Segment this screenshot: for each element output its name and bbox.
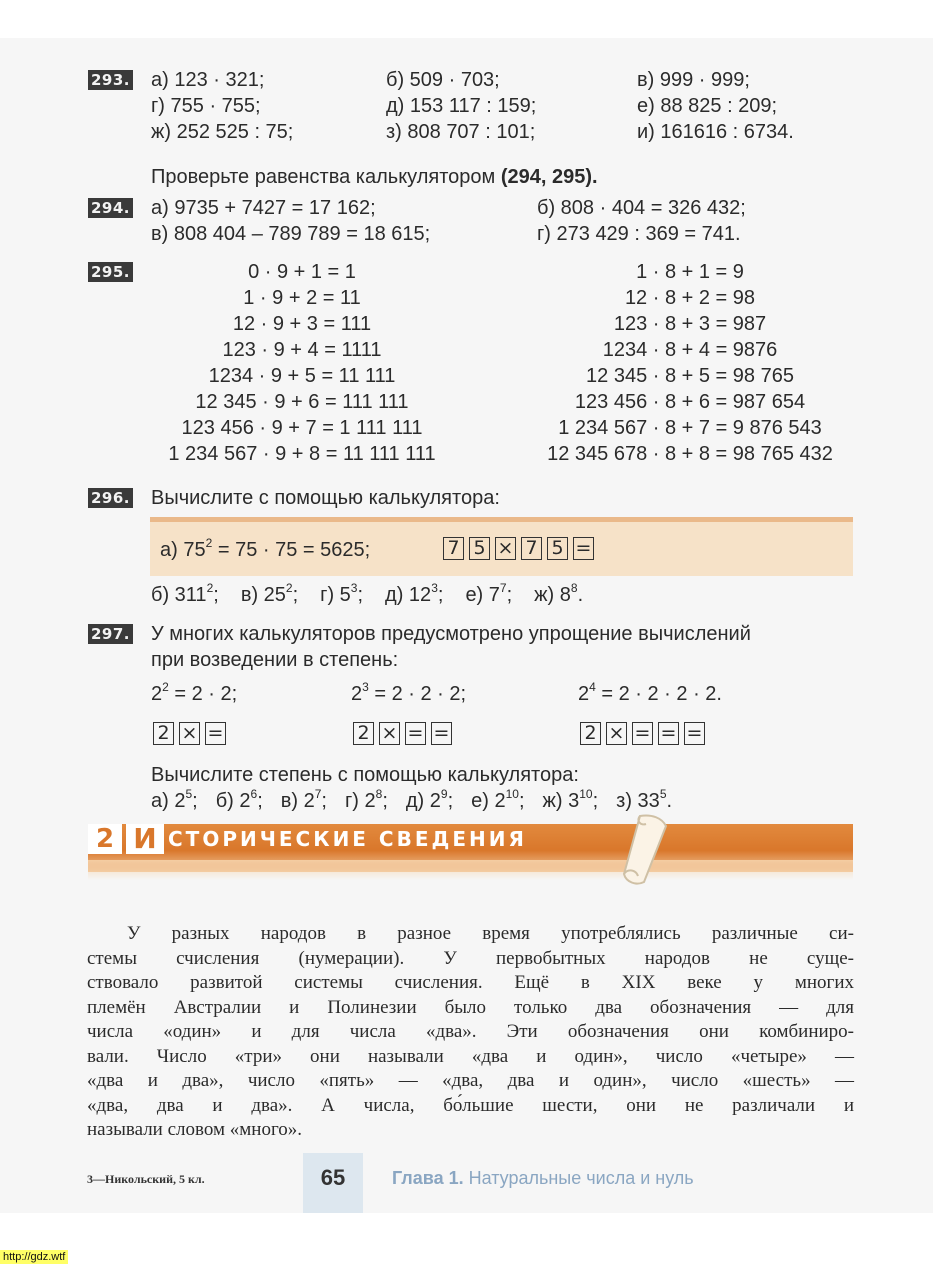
ex295-equation-left: 1 · 9 + 2 = 11 <box>243 287 361 309</box>
calculator-key: × <box>379 722 400 745</box>
history-line: называли словом «много». <box>87 1119 303 1140</box>
scroll-icon <box>600 810 680 890</box>
section-initial: И <box>126 824 164 854</box>
ex295-equation-left: 123 · 9 + 4 = 1111 <box>222 339 382 361</box>
ex297-task-exponent: 10 <box>505 787 519 802</box>
ex297-line2: при возведении в степень: <box>151 649 399 671</box>
ex296-task-text: д) 12 <box>385 584 432 606</box>
ex297-task <box>542 787 599 812</box>
ex296-task <box>385 581 444 606</box>
ex293-item: д) 153 117 : 159; <box>386 95 537 117</box>
ex297-task <box>616 787 673 812</box>
ex296-task-exponent: 7 <box>499 581 507 596</box>
ex297-task-text: в) 2 <box>280 790 315 812</box>
ex297-task-end: ; <box>257 790 263 812</box>
exercise-number-297: 297. <box>88 624 133 644</box>
ex297-task-text: ж) 3 <box>542 790 580 812</box>
ex297-expansion: = 2 · 2; <box>168 683 238 705</box>
ex296-example: а) $75^2 = 75 \cdot 75 = 5625$; <box>160 536 371 561</box>
calculator-key: = <box>684 722 705 745</box>
calculator-key: 7 <box>443 537 464 560</box>
ex295-equation-left: 12 · 9 + 3 = 111 <box>232 313 372 335</box>
ex296-task-end: ; <box>213 584 219 606</box>
ex293-item: в) 999 · 999; <box>637 69 750 91</box>
ex295-equation-right: 123 · 8 + 3 = 987 <box>613 313 767 335</box>
ex297-task-exponent: 5 <box>185 787 193 802</box>
ex297-task-text: д) 2 <box>405 790 441 812</box>
chapter-title: Глава 1. Натуральные числа и нуль <box>392 1168 694 1188</box>
ex296-task-end: ; <box>357 584 364 606</box>
ex297-task <box>151 787 198 812</box>
ex296-task-text: ж) 8 <box>534 584 571 606</box>
ex296-task-end: ; <box>506 584 513 606</box>
calculator-key-sequence <box>353 722 452 745</box>
ex295-equation-left: 0 · 9 + 1 = 1 <box>248 261 356 283</box>
history-line: вали. Число «три» они называли «два и один», число «четыре» — <box>87 1045 854 1067</box>
history-line: числа «один» и для числа «два». Эти обозначения они комбиниро- <box>87 1021 854 1042</box>
ex297-task-end: ; <box>192 790 198 812</box>
ex297-base: 2 <box>151 683 163 705</box>
calculator-key: 2 <box>580 722 601 745</box>
ex294-item: а) 9735 + 7427 = 17 162; <box>151 197 376 219</box>
check-instruction <box>151 165 598 189</box>
ex296-task <box>240 581 299 606</box>
ex297-task <box>215 787 263 812</box>
ex296-task-exponent: 3 <box>350 581 358 596</box>
ex297-exponent: 3 <box>362 680 369 695</box>
ex295-equation-right: 1234 · 8 + 4 = 9876 <box>602 339 778 361</box>
ex296-task-exponent: 2 <box>206 581 214 596</box>
ex297-task-text: г) 2 <box>344 790 376 812</box>
ex296-task-exponent: 2 <box>285 581 293 596</box>
ex296-task-end: ; <box>437 584 444 606</box>
calculator-key: = <box>431 722 452 745</box>
ex297-task-end: ; <box>518 790 525 812</box>
ex293-item: г) 755 · 755; <box>151 95 261 117</box>
check-text: Проверьте равенства калькулятором <box>151 166 501 188</box>
ex295-equation-left: 123 456 · 9 + 7 = 1 111 111 <box>181 417 423 439</box>
calculator-key: = <box>205 722 226 745</box>
ex296-task <box>151 581 219 606</box>
calculator-key: × <box>179 722 200 745</box>
ex297-task-text: б) 2 <box>215 790 251 812</box>
ex297-example <box>351 682 466 706</box>
calculator-key: = <box>405 722 426 745</box>
ex297-task-exponent: 7 <box>314 787 322 802</box>
ex296-task-exponent: 3 <box>431 581 438 596</box>
calculator-key: × <box>606 722 627 745</box>
ex297-expansion: = 2 · 2 · 2; <box>368 683 467 705</box>
ex297-exponent: 4 <box>589 680 596 695</box>
ex296-task <box>320 581 364 606</box>
ex297-task-end: ; <box>321 790 327 812</box>
ex297-task <box>471 787 525 812</box>
ex293-item: и) 161616 : 6734. <box>637 121 794 143</box>
calculator-key: = <box>573 537 594 560</box>
ex293-item: з) 808 707 : 101; <box>386 121 536 143</box>
calculator-key: 5 <box>547 537 568 560</box>
ex297-expansion: = 2 · 2 · 2 · 2. <box>595 683 722 705</box>
calculator-key: 2 <box>353 722 374 745</box>
ex297-example <box>151 682 237 706</box>
ex296-tasks <box>151 583 605 607</box>
ex295-equation-left: 12 345 · 9 + 6 = 111 111 <box>195 391 409 413</box>
ex296-task <box>534 581 584 606</box>
ex295-equation-right: 12 345 678 · 8 + 8 = 98 765 432 <box>547 443 833 465</box>
calculator-key: 5 <box>469 537 490 560</box>
ex297-base: 2 <box>578 683 590 705</box>
calculator-key-sequence <box>443 537 594 560</box>
ex297-task-end: ; <box>382 790 388 812</box>
ex295-equation-left: 1 234 567 · 9 + 8 = 11 111 111 <box>168 443 436 465</box>
ex295-equation-right: 123 456 · 8 + 6 = 987 654 <box>574 391 806 413</box>
history-banner-fade <box>88 860 853 880</box>
ex296-task-text: б) 311 <box>151 584 207 606</box>
watermark-link[interactable]: http://gdz.wtf <box>0 1250 68 1264</box>
ex297-task <box>280 787 327 812</box>
history-line: «два, два и два». А числа, бо́льшие шести, они не различали и <box>87 1094 854 1116</box>
ex296-task-text: в) 25 <box>240 584 286 606</box>
section-number: 2 <box>88 824 122 854</box>
ex297-task-exponent: 6 <box>250 787 258 802</box>
ex296-task-text: г) 5 <box>320 584 351 606</box>
ex297-exponent: 2 <box>162 680 169 695</box>
history-line: У разных народов в разное время употреблялись различные си- <box>127 923 854 944</box>
ex295-equation-right: 1 234 567 · 8 + 7 = 9 876 543 <box>558 417 822 439</box>
ex293-item: ж) 252 525 : 75; <box>151 121 294 143</box>
ex295-equation-right: 1 · 8 + 1 = 9 <box>636 261 744 283</box>
footer-signature: 3—Никольский, 5 кл. <box>87 1172 205 1186</box>
ex297-task-text: е) 2 <box>471 790 506 812</box>
calculator-key: 7 <box>521 537 542 560</box>
exercise-number-294: 294. <box>88 198 133 218</box>
ex297-base: 2 <box>351 683 363 705</box>
history-line: ствовало развитой системы счисления. Ещё в XIX веке у многих <box>87 972 854 993</box>
ex293-item: е) 88 825 : 209; <box>637 95 778 117</box>
ex294-item: г) 273 429 : 369 = 741. <box>537 223 741 245</box>
ex295-equation-right: 12 345 · 8 + 5 = 98 765 <box>586 365 794 387</box>
exercise-number-293: 293. <box>88 70 133 90</box>
ex293-item: а) 123 · 321; <box>151 69 265 91</box>
ex297-task-exponent: 10 <box>579 787 593 802</box>
calculator-key: × <box>495 537 516 560</box>
ex296-title: Вычислите с помощью калькулятора: <box>151 487 500 509</box>
ex297-example <box>578 682 722 706</box>
calculator-key-sequence <box>580 722 705 745</box>
ex295-equation-left: 1234 · 9 + 5 = 11 111 <box>208 365 396 387</box>
ex297-task <box>405 787 454 812</box>
ex296-task <box>465 581 513 606</box>
calculator-key-sequence <box>153 722 226 745</box>
history-line: племён Австралии и Полинезии было только два обозначения — для <box>87 996 854 1018</box>
exercise-number-296: 296. <box>88 488 133 508</box>
calculator-key: 2 <box>153 722 174 745</box>
ex296-task-exponent: 8 <box>570 581 578 596</box>
ex297-task-exponent: 9 <box>440 787 448 802</box>
exercise-number-295: 295. <box>88 262 133 282</box>
ex297-task-exponent: 8 <box>375 787 383 802</box>
ex297-task-end: . <box>666 790 673 812</box>
check-refs: (294, 295). <box>500 166 598 188</box>
ex297-task: Вычислите степень с помощью калькулятора: <box>151 764 579 786</box>
ex296-task-text: е) 7 <box>465 584 500 606</box>
ex295-equation-right: 12 · 8 + 2 = 98 <box>624 287 756 309</box>
calculator-key: = <box>658 722 679 745</box>
ex297-task <box>344 787 388 812</box>
ex297-task-end: ; <box>447 790 454 812</box>
ex297-task-text: з) 33 <box>616 790 660 812</box>
ex294-item: б) 808 · 404 = 326 432; <box>537 197 746 219</box>
section-title: СТОРИЧЕСКИЕ СВЕДЕНИЯ <box>168 827 527 851</box>
ex296-task-end: . <box>577 584 584 606</box>
history-line: стемы счисления (нумерации). У первобытных народов не суще- <box>87 947 854 969</box>
ex293-item: б) 509 · 703; <box>386 69 500 91</box>
ex296-task-end: ; <box>292 584 299 606</box>
page-number: 65 <box>303 1153 363 1213</box>
ex297-line1: У многих калькуляторов предусмотрено упрощение вычислений <box>151 623 751 645</box>
ex297-task-end: ; <box>592 790 599 812</box>
ex294-item: в) 808 404 – 789 789 = 18 615; <box>151 223 431 245</box>
calculator-key: = <box>632 722 653 745</box>
ex297-task-exponent: 5 <box>659 787 667 802</box>
history-line: «два и два», число «пять» — «два, два и один», число «шесть» — <box>87 1070 854 1091</box>
history-text <box>87 922 854 1143</box>
ex297-task-text: а) 2 <box>151 790 186 812</box>
